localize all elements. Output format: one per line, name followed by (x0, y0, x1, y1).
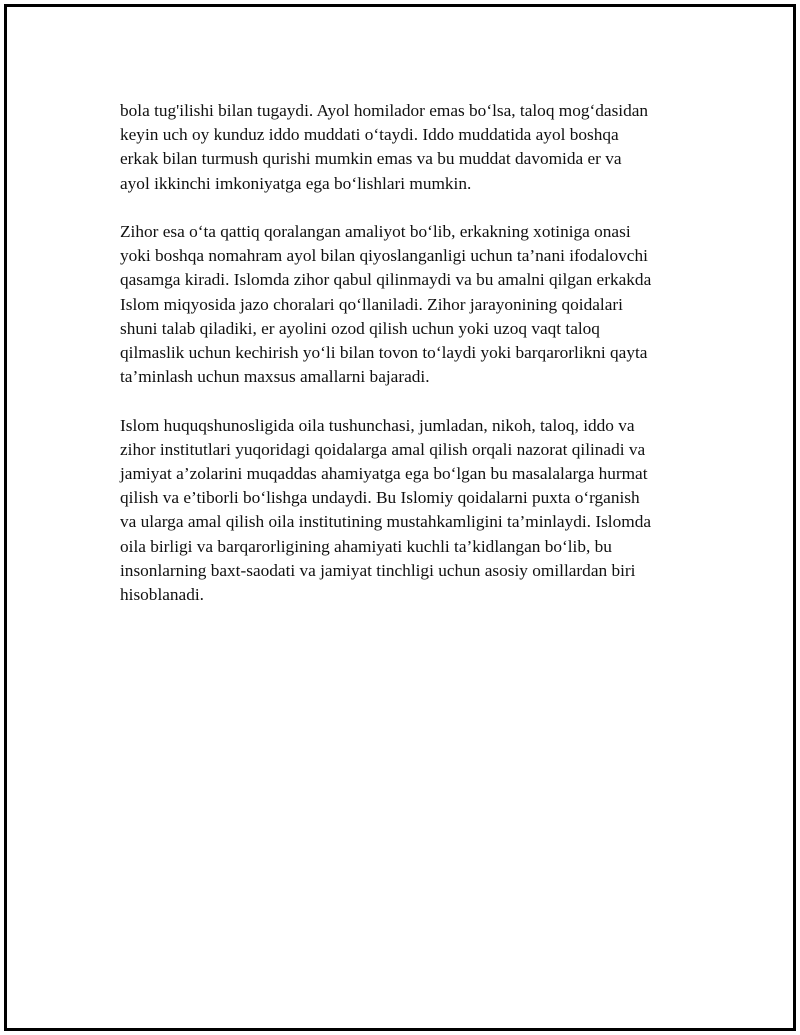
page-frame (4, 4, 796, 1031)
paragraph-iddo: bola tug'ilishi bilan tugaydi. Ayol homilador emas bo‘lsa, taloq mog‘dasidan keyin uch oy kunduz iddo muddati o‘taydi. Iddo muddatida ayol boshqa erkak bilan turmush qurishi mumkin emas va bu muddat davomida er va ayol ikkinchi imkoniyatga ega bo‘lishlari mumkin. (120, 101, 649, 193)
document-body (120, 99, 700, 631)
paragraph-family-concept: Islom huquqshunosligida oila tushunchasi, jumladan, nikoh, taloq, iddo va zihor institutlari yuqoridagi qoidalarga amal qilish orqali nazorat qilinadi va jamiyat a’zolarini muqaddas ahamiyatga ega bo‘lgan bu masalalarga hurmat qilish va e’tiborli bo‘lishga undaydi. Bu Islomiy qoidalarni puxta o‘rganish va ularga amal qilish oila institutining mustahkamligini ta’minlaydi. Islomda oila birligi va barqarorligining ahamiyati kuchli ta’kidlangan bo‘lib, bu insonlarning baxt-saodati va jamiyat tinchligi uchun asosiy omillardan biri hisoblanadi. (120, 415, 652, 605)
paragraph-zihor: Zihor esa o‘ta qattiq qoralangan amaliyot bo‘lib, erkakning xotiniga onasi yoki boshqa nomahram ayol bilan qiyoslanganligi uchun ta’nani ifodalovchi qasamga kiradi. Islomda zihor qabul qilinmaydi va bu amalni qilgan erkakda Islom miqyosida jazo choralari qo‘llaniladi. Zihor jarayonining qoidalari shuni talab qiladiki, er ayolini ozod qilish uchun yoki uzoq vaqt taloq qilmaslik uchun kechirish yo‘li bilan tovon to‘laydi yoki barqarorlikni qayta ta’minlash uchun maxsus amallarni bajaradi. (120, 222, 652, 387)
